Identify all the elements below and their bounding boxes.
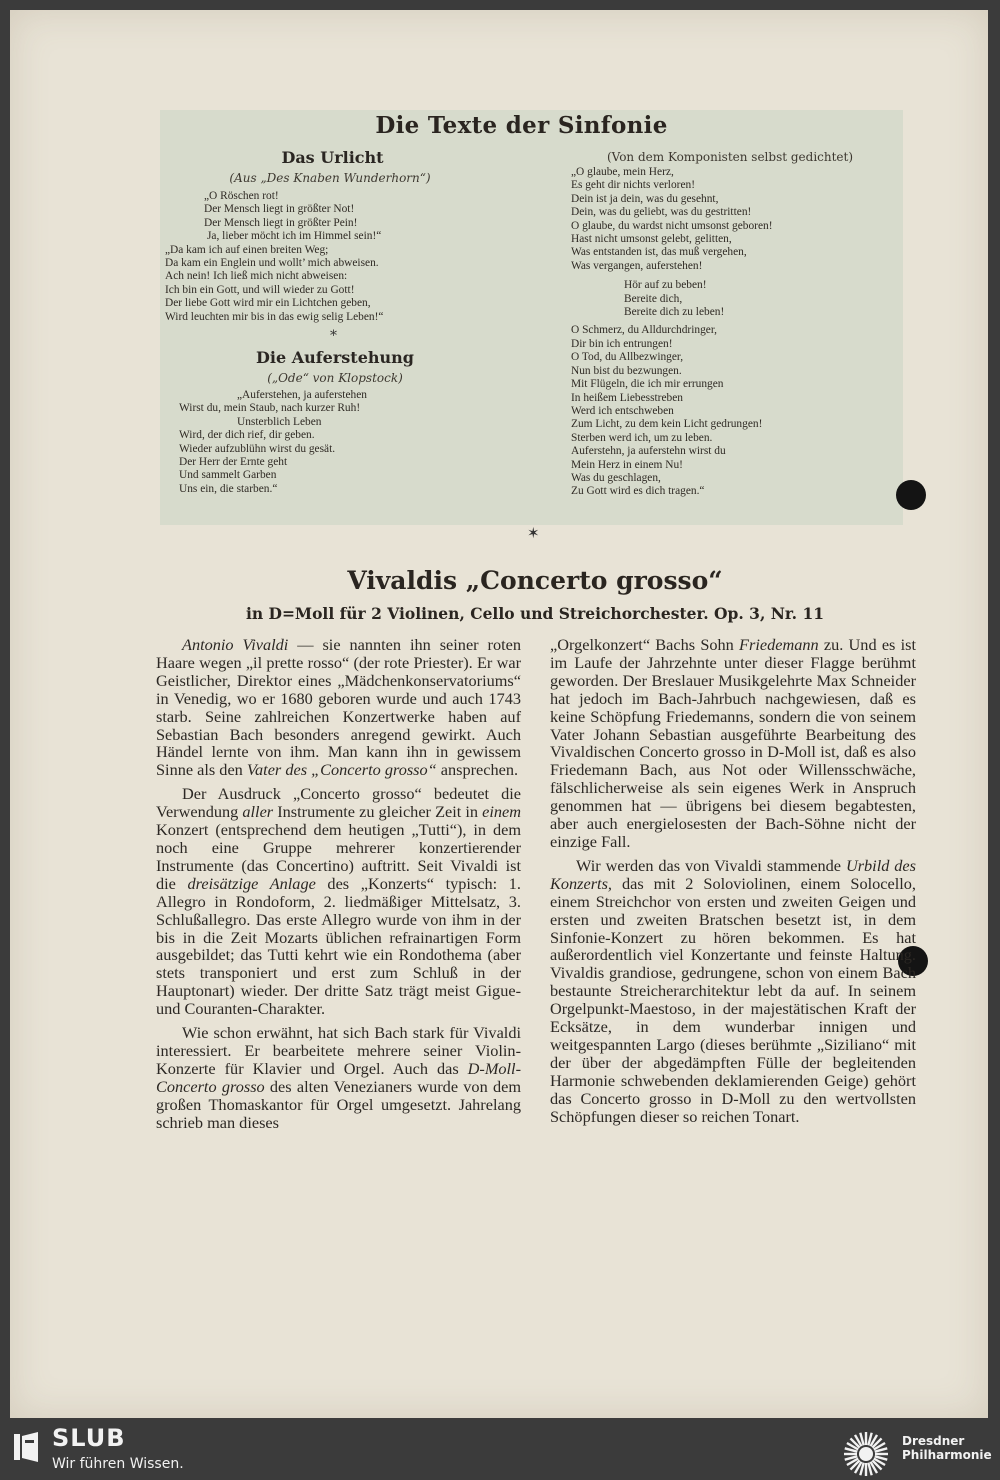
poem-line: O Schmerz, du Alldurchdringer, <box>571 324 718 337</box>
poem-line: Hast nicht umsonst gelebt, gelitten, <box>571 233 732 246</box>
article-subtitle: in D=Moll für 2 Violinen, Cello und Streichorchester. Op. 3, Nr. 11 <box>245 604 825 623</box>
poem-line: Werd ich entschweben <box>571 404 674 417</box>
poem-line: Dein ist ja dein, was du gesehnt, <box>571 192 719 205</box>
urlicht-poem <box>165 190 383 324</box>
philharmonie-line: Dresdner <box>902 1434 965 1448</box>
footer-bar <box>0 1418 1000 1480</box>
punch-hole <box>896 480 926 510</box>
auferstehung-source: („Ode“ von Klopstock) <box>267 371 403 385</box>
poem-line: „O glaube, mein Herz, <box>571 166 674 178</box>
poem-line: Was entstanden ist, das muß vergehen, <box>571 246 747 259</box>
section-divider: ✶ <box>527 524 540 542</box>
poem-line: Nun bist du bezwungen. <box>571 364 682 377</box>
poem-line: O Tod, du Allbezwinger, <box>571 351 684 364</box>
poem-line: Uns ein, die starben.“ <box>179 482 278 495</box>
paragraph: Wir werden das von Vivaldi stammende Urbild des Konzerts, das mit 2 Soloviolinen, einem Solocello, einem Streichchor von ersten und zweiten Geigen und ersten und zweiten Bratschen besetzt ist, in dem Sinfonie-Konzert zu hören bekommen. Es hat außerordentlich viel Konzertante und feinste Haltung. Vivaldis grandiose, gedrungene, schon von einem Bach bestaunte Streicherarchitektur lebt da auf. In seinem Orgelpunkt-Maestoso, in der majestätischen Kraft der Ecksätze, in dem wunderbar innigen und weitgespannten Largo (dieses berühmte „Siziliano“ mit der über der abgedämpften Fülle der begleitenden Harmonie schwebenden deklamierenden Geige) gehört das Concerto grosso in D-Moll zu den wertvollsten Schöpfungen dieser so reichen Tonart. <box>550 855 916 1126</box>
poem-line: O glaube, du wardst nicht umsonst geboren! <box>571 219 773 232</box>
poem-line: Der liebe Gott wird mir ein Lichtchen geben, <box>165 297 371 310</box>
paragraph: Der Ausdruck „Concerto grosso“ bedeutet die Verwendung aller Instrumente zu gleicher Zeit in einem Konzert (entsprechend dem heutigen „Tutti“), in dem noch eine Gruppe mehrerer konzertierender Instrumente (das Concertino) auftritt. Seit Vivaldi ist die dreisätzige Anlage des „Konzerts“ typisch: 1. Allegro in Rondoform, 2. liedmäßiger Mittelsatz, 3. Schlußallegro. Das erste Allegro wurde von ihm in der bis in die Zeit Mozarts üblichen refrainartigen Form ausgebildet; das Tutti kehrt wie ein Rondothema (aber stets transponiert und erst zum Schluß in der Hauptonart) wieder. Der dritte Satz trägt meist Gigue- und Couranten-Charakter. <box>156 784 522 1019</box>
philharmonie-line: Philharmonie <box>902 1448 992 1462</box>
poem-line: Unsterblich Leben <box>237 415 322 428</box>
poem-line: „Da kam ich auf einen breiten Weg; <box>165 243 329 256</box>
article-title: Vivaldis „Concerto grosso“ <box>347 566 723 595</box>
right-column <box>550 636 916 1125</box>
poem-line: Dein, was du geliebt, was du gestritten! <box>571 206 752 219</box>
poem-line: Mein Herz in einem Nu! <box>571 458 683 471</box>
book-icon <box>12 1432 40 1462</box>
poem-line: Bereite dich zu leben! <box>624 306 725 319</box>
poem-line: Und sammelt Garben <box>179 469 277 482</box>
poem-line: Wird leuchten mir bis in das ewig selig Leben!“ <box>165 310 384 323</box>
poem-line: Zu Gott wird es dich tragen.“ <box>571 485 705 498</box>
poem-line: Ich bin ein Gott, und will wieder zu Gott! <box>165 283 355 296</box>
philharmonie-logo-text <box>902 1434 992 1462</box>
poem-line: Bereite dich, <box>624 292 683 305</box>
separator-asterisk: * <box>330 328 337 344</box>
poem-line: Der Herr der Ernte geht <box>179 456 288 469</box>
urlicht-title: Das Urlicht <box>281 148 384 167</box>
komponist-source: (Von dem Komponisten selbst gedichtet) <box>606 150 854 164</box>
poem-line: „Auferstehen, ja auferstehen <box>237 389 367 401</box>
poem-line: Mit Flügeln, die ich mir errungen <box>571 378 724 391</box>
poem-line: Ja, lieber möcht ich im Himmel sein!“ <box>207 230 382 243</box>
poem-line: Hör auf zu beben! <box>624 279 707 292</box>
auferstehung-poem <box>179 389 367 496</box>
poem-line: Es geht dir nichts verloren! <box>571 179 695 192</box>
poem-line: Was vergangen, auferstehen! <box>571 259 703 272</box>
poem-line: Der Mensch liegt in größter Pein! <box>204 216 358 229</box>
poem-line: Ach nein! Ich ließ mich nicht abweisen: <box>165 270 348 283</box>
urlicht-source: (Aus „Des Knaben Wunderhorn“) <box>229 171 431 185</box>
slub-logo-tagline: Wir führen Wissen. <box>52 1456 184 1472</box>
page-title: Die Texte der Sinfonie <box>375 112 668 139</box>
poem-line: Der Mensch liegt in größter Not! <box>204 203 355 216</box>
poem-line: In heißem Liebesstreben <box>571 391 683 404</box>
left-column <box>156 636 521 1131</box>
poem-line: Wird, der dich rief, dir geben. <box>179 429 315 442</box>
poem-line: Da kam ein Englein und wollt’ mich abweisen. <box>165 257 379 270</box>
slub-logo-title: SLUB <box>52 1424 126 1452</box>
sunburst-icon <box>842 1430 890 1478</box>
paragraph: „Orgelkonzert“ Bachs Sohn Friedemann zu. Und es ist im Laufe der Jahrzehnte unter dieser Flagge berühmt geworden. Der Breslauer Musikgelehrte Max Schneider hat jedoch im Bach-Jahrbuch nachgewiesen, daß es keine Schöpfung Friedemanns, sondern die von seinem Vater Johann Sebastian ausgeführte Bearbeitung des Vivaldischen Concerto grosso in D-Moll ist, daß es also Friedemann Bach, aus Not oder Willensschwäche, fälschlicherweise als sein eigenes Werk in Anspruch genommen hat — übrigens bei diesem begabtesten, aber auch energielosesten der Bach-Söhne nicht der einzige Fall. <box>550 635 917 851</box>
poem-line: Zum Licht, zu dem kein Licht gedrungen! <box>571 418 763 431</box>
poem-line: Wirst du, mein Staub, nach kurzer Ruh! <box>179 402 361 415</box>
auferstehung-title: Die Auferstehung <box>256 348 414 367</box>
poem-line: „O Röschen rot! <box>204 190 279 202</box>
poem-line: Auferstehn, ja auferstehn wirst du <box>571 445 726 458</box>
poem-line: Sterben werd ich, um zu leben. <box>571 431 713 444</box>
poem-line: Was du geschlagen, <box>571 471 661 484</box>
poem-line: Wieder aufzublühn wirst du gesät. <box>179 442 336 455</box>
paragraph: Wie schon erwähnt, hat sich Bach stark für Vivaldi interessiert. Er bearbeitete mehrere seiner Violin-Konzerte für Klavier und Orgel. Auch das D-Moll-Concerto grosso des alten Venezianers wurde von dem großen Thomaskantor für Orgel umgesetzt. Jahrelang schrieb man dieses <box>156 1023 521 1132</box>
komponist-poem <box>571 166 773 499</box>
poem-line: Dir bin ich entrungen! <box>571 337 673 350</box>
paragraph: Antonio Vivaldi — sie nannten ihn seiner roten Haare wegen „il prette rosso“ (der rote Priester). Er war Geistlicher, Direktor eines „Mädchenkonservatoriums“ in Venedig, wo er 1680 geboren wurde und auch 1743 starb. Seine zahlreichen Konzertwerke haben auf Sebastian Bach besonders anregend gewirkt. Auch Händel lernte von ihm. Man kann ihn in gewissem Sinne als den Vater des „Concerto grosso“ ansprechen. <box>156 635 521 780</box>
